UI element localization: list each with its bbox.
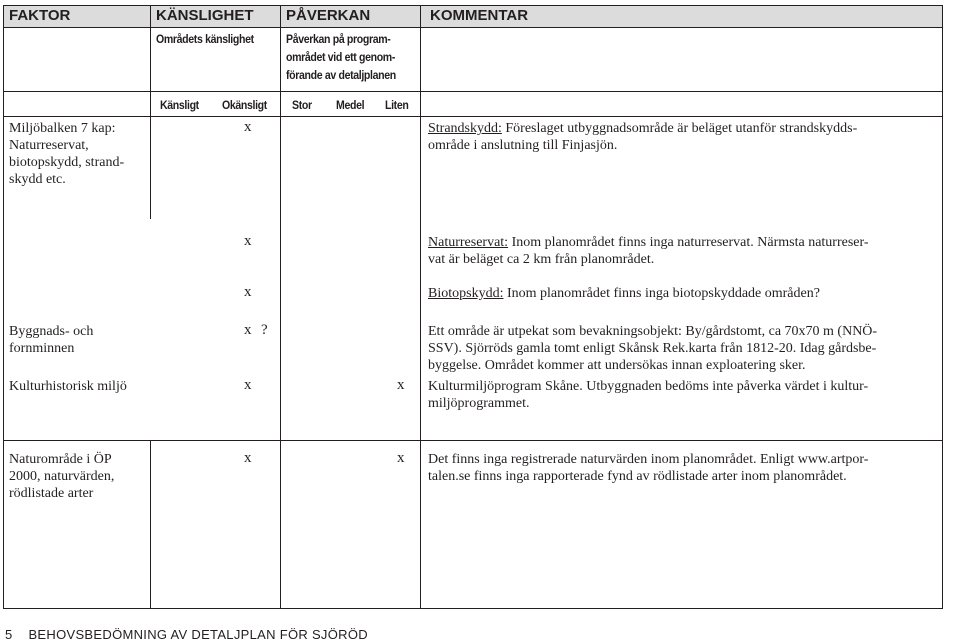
kultur-mark-liten: x bbox=[397, 377, 405, 393]
subheader-medel: Medel bbox=[336, 98, 365, 112]
header-divider bbox=[3, 27, 942, 28]
naturreservat-comment-l1 bbox=[428, 234, 869, 251]
subheader-paverkan-line2: området vid ett genom- bbox=[286, 50, 396, 64]
miljobalken-factor-l3: biotopskydd, strand- bbox=[9, 155, 125, 170]
header-kanslighet: KÄNSLIGHET bbox=[156, 7, 254, 24]
byggnads-comment-l3: byggelse. Området kommer att undersökas innan exploatering sker. bbox=[428, 358, 806, 373]
document-title: BEHOVSBEDÖMNING AV DETALJPLAN FÖR SJÖRÖD bbox=[28, 627, 368, 642]
biotopskydd-comment bbox=[428, 285, 820, 302]
naturomrade-mark-kansligt: x bbox=[244, 450, 252, 466]
strandskydd-text-l1: Föreslaget utbyggnadsområde är beläget utanför strandskydds- bbox=[501, 121, 858, 136]
byggnads-mark-kansligt: x bbox=[244, 322, 252, 338]
col-divider-1 bbox=[3, 5, 4, 609]
subheader-paverkan-line1: Påverkan på program- bbox=[286, 32, 391, 46]
naturreservat-text-l1: Inom planområdet finns inga naturreservat. Närmsta naturreser- bbox=[508, 235, 869, 250]
kultur-factor-l1: Kulturhistorisk miljö bbox=[9, 379, 127, 394]
naturreservat-title: Naturreservat: bbox=[428, 235, 509, 250]
byggnads-comment-l2: SSV). Sjörröds gamla tomt enligt Skånsk Rek.karta från 1812-20. Idag gårdsbe- bbox=[428, 341, 877, 356]
byggnads-factor-l2: fornminnen bbox=[9, 341, 75, 356]
subheader-kansligt: Känsligt bbox=[160, 98, 199, 112]
row-divider-1 bbox=[3, 116, 942, 117]
header-kommentar: KOMMENTAR bbox=[430, 7, 529, 24]
miljobalken-factor-l2: Naturreservat, bbox=[9, 138, 89, 153]
subheader-omradets-kanslighet: Områdets känslighet bbox=[156, 32, 254, 46]
naturreservat-text-l2: vat är beläget ca 2 km från planområdet. bbox=[428, 252, 655, 267]
strandskydd-mark: x bbox=[244, 119, 252, 135]
col-divider-5 bbox=[942, 5, 943, 609]
header-paverkan: PÅVERKAN bbox=[286, 7, 371, 24]
byggnads-comment-l1: Ett område är utpekat som bevakningsobjekt: By/gårdstomt, ca 70x70 m (NNÖ- bbox=[428, 324, 878, 339]
naturomrade-factor-l1: Naturområde i ÖP bbox=[9, 452, 112, 467]
naturreservat-mark: x bbox=[244, 233, 252, 249]
page-footer bbox=[5, 627, 368, 642]
miljobalken-factor-l1: Miljöbalken 7 kap: bbox=[9, 121, 116, 136]
kultur-mark-kansligt: x bbox=[244, 377, 252, 393]
table-bottom-border bbox=[3, 608, 942, 609]
subheader-okansligt: Okänsligt bbox=[222, 98, 267, 112]
kultur-comment-l2: miljöprogrammet. bbox=[428, 396, 530, 411]
col-divider-4 bbox=[420, 5, 421, 609]
naturomrade-comment-l2: talen.se finns inga rapporterade fynd av rödlistade arter inom planområdet. bbox=[428, 469, 847, 484]
byggnads-mark-okansligt: ? bbox=[261, 322, 268, 338]
naturomrade-factor-l2: 2000, naturvärden, bbox=[9, 469, 115, 484]
naturomrade-comment-l1: Det finns inga registrerade naturvärden inom planområdet. Enligt www.artpor- bbox=[428, 452, 869, 467]
table-top-border bbox=[3, 5, 942, 6]
strandskydd-text-l2: område i anslutning till Finjasjön. bbox=[428, 138, 618, 153]
col-divider-2b bbox=[150, 440, 151, 608]
subheader-paverkan-line3: förande av detaljplanen bbox=[286, 68, 396, 82]
miljobalken-factor-l4: skydd etc. bbox=[9, 172, 66, 187]
row-divider-2 bbox=[3, 440, 942, 441]
kultur-comment-l1: Kulturmiljöprogram Skåne. Utbyggnaden bedöms inte påverka värdet i kultur- bbox=[428, 379, 869, 394]
strandskydd-title: Strandskydd: bbox=[428, 121, 502, 136]
header-faktor: FAKTOR bbox=[9, 7, 71, 24]
biotopskydd-title: Biotopskydd: bbox=[428, 286, 504, 301]
page-number: 5 bbox=[5, 627, 13, 642]
biotopskydd-mark: x bbox=[244, 284, 252, 300]
col-divider-2 bbox=[150, 5, 151, 219]
naturomrade-factor-l3: rödlistade arter bbox=[9, 486, 94, 501]
biotopskydd-text: Inom planområdet finns inga biotopskyddade områden? bbox=[503, 286, 820, 301]
subheader-divider bbox=[3, 91, 942, 92]
col-divider-3 bbox=[280, 5, 281, 609]
byggnads-factor-l1: Byggnads- och bbox=[9, 324, 94, 339]
subheader-stor: Stor bbox=[292, 98, 312, 112]
naturomrade-mark-liten: x bbox=[397, 450, 405, 466]
subheader-liten: Liten bbox=[385, 98, 409, 112]
strandskydd-comment-l1 bbox=[428, 120, 857, 137]
